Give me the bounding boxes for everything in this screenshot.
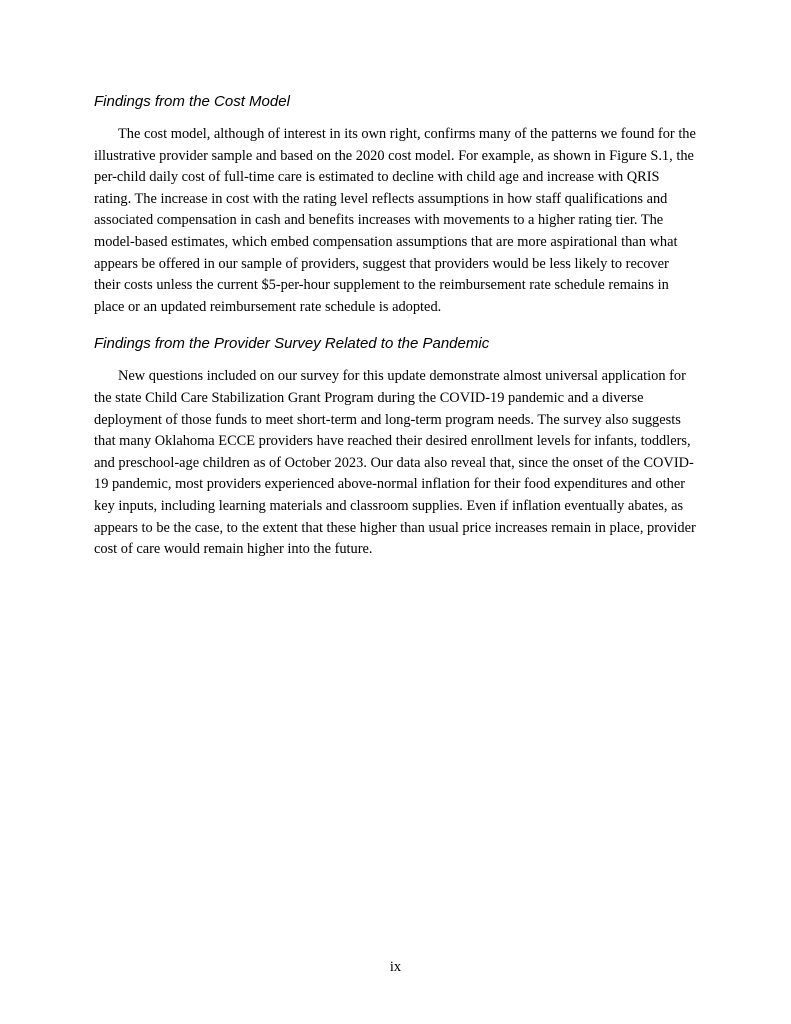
section-heading-provider-survey: Findings from the Provider Survey Related to the Pandemic bbox=[94, 335, 490, 353]
page-content bbox=[94, 92, 698, 561]
page-number: ix bbox=[389, 959, 402, 975]
section-heading-cost-model: Findings from the Cost Model bbox=[94, 93, 290, 110]
paragraph-provider-survey: New questions included on our survey for this update demonstrate almost universal application for the state Child Care Stabilization Grant Program during the COVID-19 pandemic and a diverse deployment of those funds to meet short-term and long-term program needs. The survey also suggests that many Oklahoma ECCE providers have reached their desired enrollment levels for infants, toddlers, and preschool-age children as of October 2023. Our data also reveal that, since the onset of the COVID-19 pandemic, most providers experienced above-normal inflation for their food expenditures and other key inputs, including learning materials and classroom supplies. Even if inflation eventually abates, as appears to be the case, to the extent that these higher than usual price increases remain in place, provider cost of care would remain higher into the future. bbox=[94, 368, 696, 558]
paragraph-cost-model: The cost model, although of interest in its own right, confirms many of the patterns we found for the illustrative provider sample and based on the 2020 cost model. For example, as shown in Figure S.1, the per-child daily cost of full-time care is estimated to decline with child age and increase with QRIS rating. The increase in cost with the rating level reflects assumptions in how staff qualifications and associated compensation in cash and benefits increases with movements to a higher rating tier. The model-based estimates, which embed compensation assumptions that are more aspirational than what appears be offered in our sample of providers, suggest that providers would be less likely to recover their costs unless the current $5-per-hour supplement to the reimbursement rate schedule remains in place or an updated reimbursement rate schedule is adopted. bbox=[94, 126, 696, 315]
